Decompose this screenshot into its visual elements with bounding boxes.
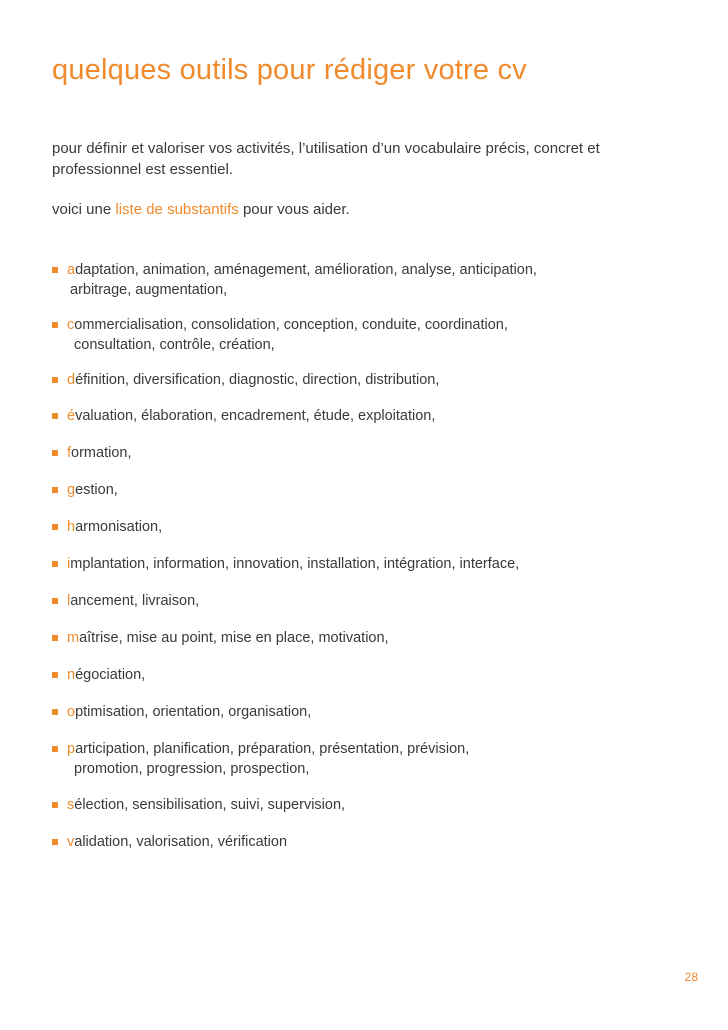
bullet-icon <box>52 322 58 328</box>
intro-text-after: pour vous aider. <box>238 201 350 218</box>
page-title: quelques outils pour rédiger votre cv <box>52 54 527 86</box>
bullet-icon <box>52 377 58 383</box>
list-item-e <box>52 406 435 426</box>
intro-text-before: voici une <box>52 201 116 218</box>
item-text: valuation, élaboration, encadrement, étude, exploitation, <box>75 408 436 424</box>
list-item-p <box>52 739 469 779</box>
item-initial: o <box>67 704 76 720</box>
item-text-continued: promotion, progression, prospection, <box>74 761 310 777</box>
bullet-icon <box>52 635 58 641</box>
item-text: ommercialisation, consolidation, conception, conduite, coordination, <box>74 317 508 333</box>
item-text: égociation, <box>75 667 146 683</box>
item-initial: h <box>67 519 76 535</box>
item-initial: d <box>67 372 76 388</box>
item-initial: g <box>67 482 76 498</box>
item-text: éfinition, diversification, diagnostic, direction, distribution, <box>75 372 440 388</box>
bullet-icon <box>52 267 58 273</box>
item-initial: m <box>67 630 80 646</box>
list-item-h <box>52 517 162 537</box>
list-item-c <box>52 315 508 355</box>
item-text: ptimisation, orientation, organisation, <box>75 704 312 720</box>
item-initial: s <box>67 797 75 813</box>
item-text: articipation, planification, préparation, présentation, prévision, <box>75 741 470 757</box>
bullet-icon <box>52 802 58 808</box>
list-item-g <box>52 480 118 500</box>
bullet-icon <box>52 413 58 419</box>
item-text-continued: arbitrage, augmentation, <box>70 282 228 298</box>
list-item-d <box>52 370 439 390</box>
list-item-m <box>52 628 389 648</box>
bullet-icon <box>52 709 58 715</box>
list-item-l <box>52 591 199 611</box>
list-item-s <box>52 795 345 815</box>
intro-substantifs-line <box>52 199 350 220</box>
item-text: ancement, livraison, <box>70 593 200 609</box>
item-text: ormation, <box>71 445 132 461</box>
item-text: armonisation, <box>75 519 163 535</box>
item-initial: v <box>67 834 75 850</box>
list-item-f <box>52 443 131 463</box>
item-text-continued: consultation, contrôle, création, <box>74 337 275 353</box>
intro-highlight: liste de substantifs <box>115 201 239 218</box>
bullet-icon <box>52 672 58 678</box>
item-initial: f <box>67 445 72 461</box>
item-initial: p <box>67 741 76 757</box>
item-initial: l <box>67 593 71 609</box>
list-item-i <box>52 554 519 574</box>
item-initial: é <box>67 408 76 424</box>
item-text: alidation, valorisation, vérification <box>74 834 288 850</box>
bullet-icon <box>52 450 58 456</box>
item-text: estion, <box>75 482 118 498</box>
list-item-o <box>52 702 311 722</box>
item-text: élection, sensibilisation, suivi, supervision, <box>74 797 346 813</box>
item-text: aîtrise, mise au point, mise en place, motivation, <box>79 630 389 646</box>
bullet-icon <box>52 839 58 845</box>
item-initial: n <box>67 667 76 683</box>
list-item-v <box>52 832 287 852</box>
bullet-icon <box>52 598 58 604</box>
list-item-n <box>52 665 145 685</box>
intro-paragraph: pour définir et valoriser vos activités, l’utilisation d’un vocabulaire précis, concret et professionnel est essentiel. <box>52 140 600 178</box>
item-initial: a <box>67 262 76 278</box>
item-text: daptation, animation, aménagement, amélioration, analyse, anticipation, <box>75 262 537 278</box>
list-item-a <box>52 260 537 300</box>
item-initial: i <box>67 556 71 572</box>
item-text: mplantation, information, innovation, installation, intégration, interface, <box>70 556 520 572</box>
bullet-icon <box>52 561 58 567</box>
bullet-icon <box>52 487 58 493</box>
bullet-icon <box>52 746 58 752</box>
item-initial: c <box>67 317 75 333</box>
page-number: 28 <box>684 970 698 984</box>
bullet-icon <box>52 524 58 530</box>
